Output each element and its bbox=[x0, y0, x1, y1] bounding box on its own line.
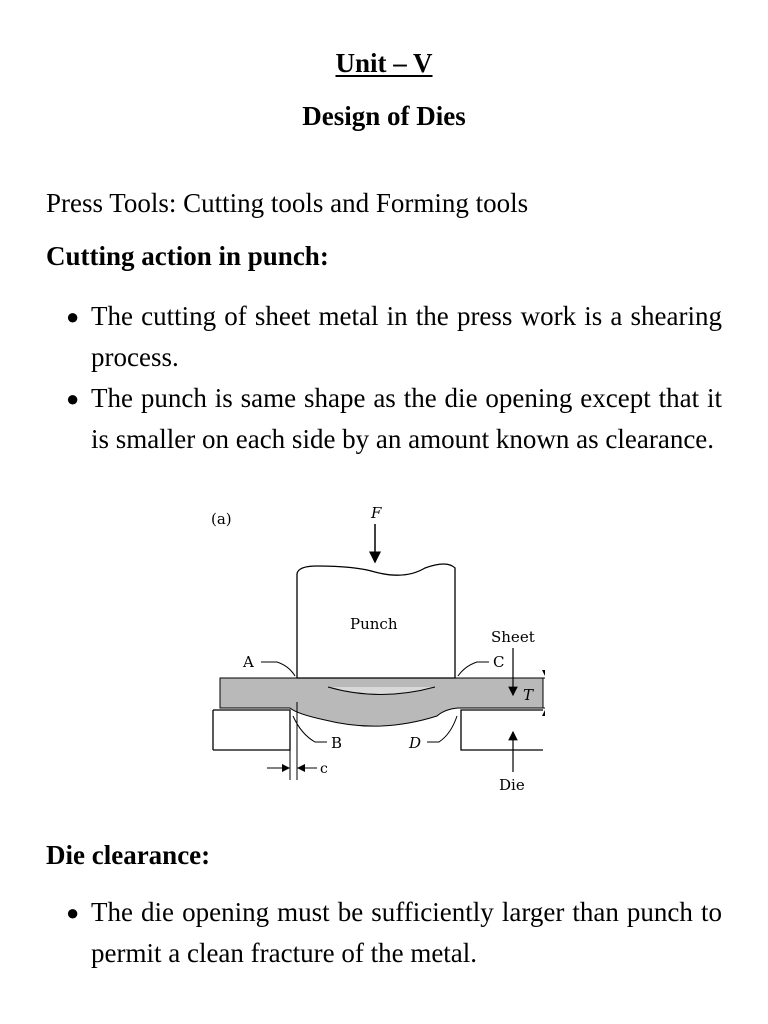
document-title: Design of Dies bbox=[302, 101, 466, 131]
figure-panel-label: (a) bbox=[211, 510, 232, 528]
list-item bbox=[66, 296, 722, 378]
bullet-text: The cutting of sheet metal in the press work is a shearing process. bbox=[91, 301, 722, 372]
force-label: F bbox=[371, 504, 382, 522]
leader-c bbox=[458, 662, 489, 676]
punch-label: Punch bbox=[350, 615, 398, 633]
section-heading-die-clearance: Die clearance: bbox=[46, 840, 211, 870]
cutting-action-bullets bbox=[66, 296, 722, 460]
leader-a bbox=[261, 662, 295, 676]
clearance-label: c bbox=[320, 761, 328, 777]
label-c: C bbox=[493, 653, 505, 671]
thickness-label: T bbox=[523, 686, 534, 704]
bullet-text: The punch is same shape as the die opening except that it is smaller on each side by an amount known as clearance. bbox=[91, 383, 722, 454]
unit-title: Unit – V bbox=[335, 48, 433, 78]
leader-d bbox=[427, 716, 457, 742]
sheet-label: Sheet bbox=[491, 628, 535, 646]
bullet-text: The die opening must be sufficiently larger than punch to permit a clean fracture of the metal. bbox=[91, 897, 722, 968]
bullet-icon: ● bbox=[66, 304, 80, 329]
label-b: B bbox=[331, 734, 343, 752]
list-item bbox=[66, 378, 722, 460]
list-item bbox=[66, 892, 722, 974]
section-heading-cutting-action: Cutting action in punch: bbox=[46, 241, 329, 271]
die-label: Die bbox=[499, 776, 525, 794]
intro-paragraph: Press Tools: Cutting tools and Forming tools bbox=[46, 188, 529, 218]
leader-b bbox=[293, 716, 327, 742]
label-a: A bbox=[243, 653, 254, 671]
die-clearance-bullets bbox=[66, 892, 722, 974]
bullet-icon: ● bbox=[66, 900, 80, 925]
die-left bbox=[213, 710, 290, 750]
die-right bbox=[461, 710, 543, 750]
label-d: D bbox=[409, 734, 422, 752]
bullet-icon: ● bbox=[66, 386, 80, 411]
punch-die-diagram bbox=[205, 502, 545, 797]
